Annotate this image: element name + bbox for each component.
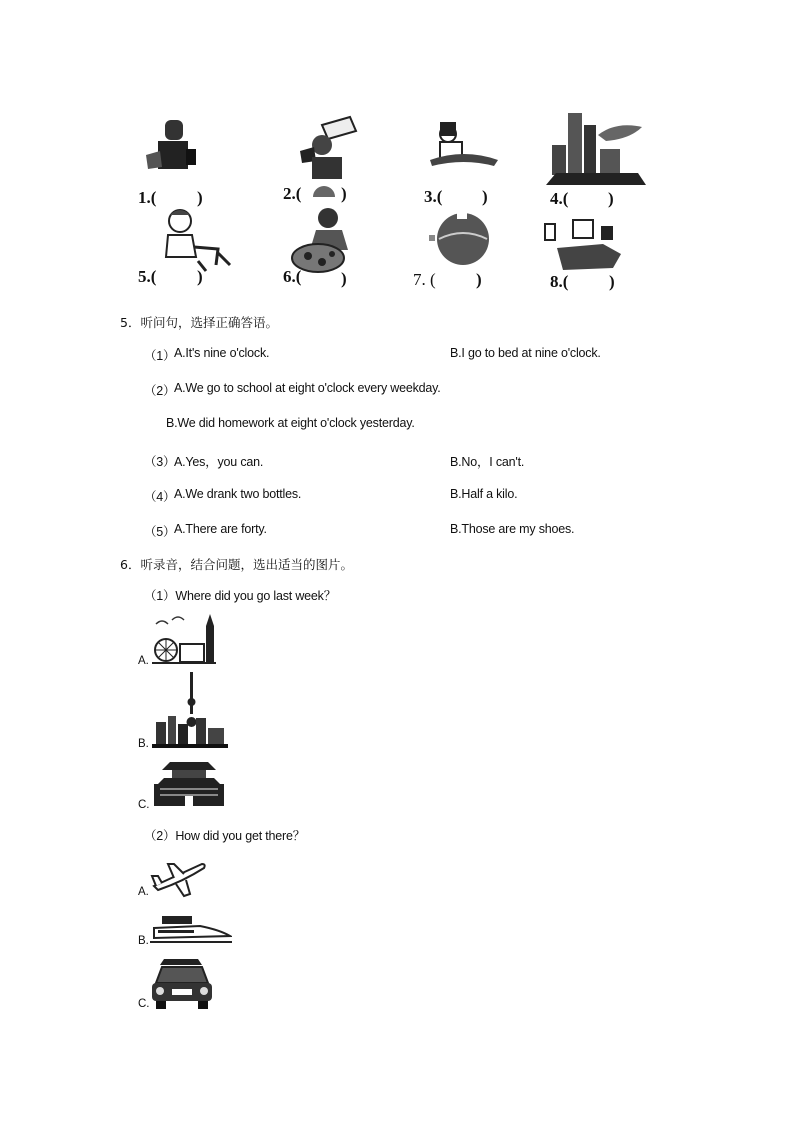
section6-heading: 6．听录音，结合问题，选出适当的图片。 xyxy=(120,557,353,572)
room-objects-picture xyxy=(543,214,633,272)
q1-number: （1） xyxy=(144,349,176,363)
high-speed-train-picture xyxy=(150,912,232,946)
grid-label-1: 1.( xyxy=(138,188,157,207)
car-picture xyxy=(150,955,214,1013)
s6-q1-option-c-label: C. xyxy=(138,799,150,811)
tiananmen-picture xyxy=(152,758,226,808)
triangle-mark-icon xyxy=(313,183,335,197)
grid-label-3: 3.( xyxy=(424,187,443,206)
s6-question-2: （2）How did you get there？ xyxy=(144,829,306,843)
boy-at-table-picture xyxy=(428,118,500,173)
shanghai-skyline-picture xyxy=(152,672,228,748)
q4-number: （4） xyxy=(144,490,176,504)
s6-q2-option-b-label: B. xyxy=(138,935,149,947)
grid-label-4-close: ) xyxy=(608,189,614,208)
q2-option-a: A.We go to school at eight o'clock every weekday. xyxy=(174,381,441,395)
boy-drinking-picture xyxy=(292,115,362,187)
s6-q1-option-a-label: A. xyxy=(138,655,149,667)
s6-q2-option-c-label: C. xyxy=(138,998,150,1010)
grid-label-4: 4.( xyxy=(550,189,569,208)
grid-label-5: 5.( xyxy=(138,267,157,286)
grid-label-2-close: ) xyxy=(341,184,347,203)
girl-with-chair-picture xyxy=(158,205,238,275)
q4-option-a: A.We drank two bottles. xyxy=(174,487,302,501)
grid-label-2: 2.( xyxy=(283,184,302,203)
s6-q1-option-b-label: B. xyxy=(138,738,149,750)
grid-label-8: 8.( xyxy=(550,272,569,291)
airplane-picture xyxy=(150,856,208,898)
q3-number: （3） xyxy=(144,455,176,469)
grid-label-5-close: ) xyxy=(197,267,203,286)
grid-label-7: 7. ( xyxy=(413,270,436,289)
q1-option-a: A.It's nine o'clock. xyxy=(174,346,270,360)
grid-label-6-close: ) xyxy=(341,269,347,288)
city-buildings-picture xyxy=(546,105,651,187)
q4-option-b: B.Half a kilo. xyxy=(450,487,518,501)
q5-number: （5） xyxy=(144,525,176,539)
globe-picture xyxy=(425,207,503,272)
q5-option-a: A.There are forty. xyxy=(174,522,267,536)
q3-option-a: A.Yes，you can. xyxy=(174,455,264,469)
man-reading-picture xyxy=(140,115,205,175)
section5-heading: 5．听问句，选择正确答语。 xyxy=(120,315,278,330)
grid-label-8-close: ) xyxy=(609,272,615,291)
q2-number: （2） xyxy=(144,384,176,398)
s6-question-1: （1）Where did you go last week？ xyxy=(144,589,337,603)
q3-option-b: B.No，I can't. xyxy=(450,455,525,469)
grid-label-7-close: ) xyxy=(476,270,482,289)
grid-label-1-close: ) xyxy=(197,188,203,207)
q2-option-b: B.We did homework at eight o'clock yesterday. xyxy=(166,416,415,430)
q1-option-b: B.I go to bed at nine o'clock. xyxy=(450,346,601,360)
london-skyline-picture xyxy=(152,612,216,664)
q5-option-b: B.Those are my shoes. xyxy=(450,522,575,536)
s6-q2-option-a-label: A. xyxy=(138,886,149,898)
grid-label-3-close: ) xyxy=(482,187,488,206)
grid-label-6: 6.( xyxy=(283,267,302,286)
